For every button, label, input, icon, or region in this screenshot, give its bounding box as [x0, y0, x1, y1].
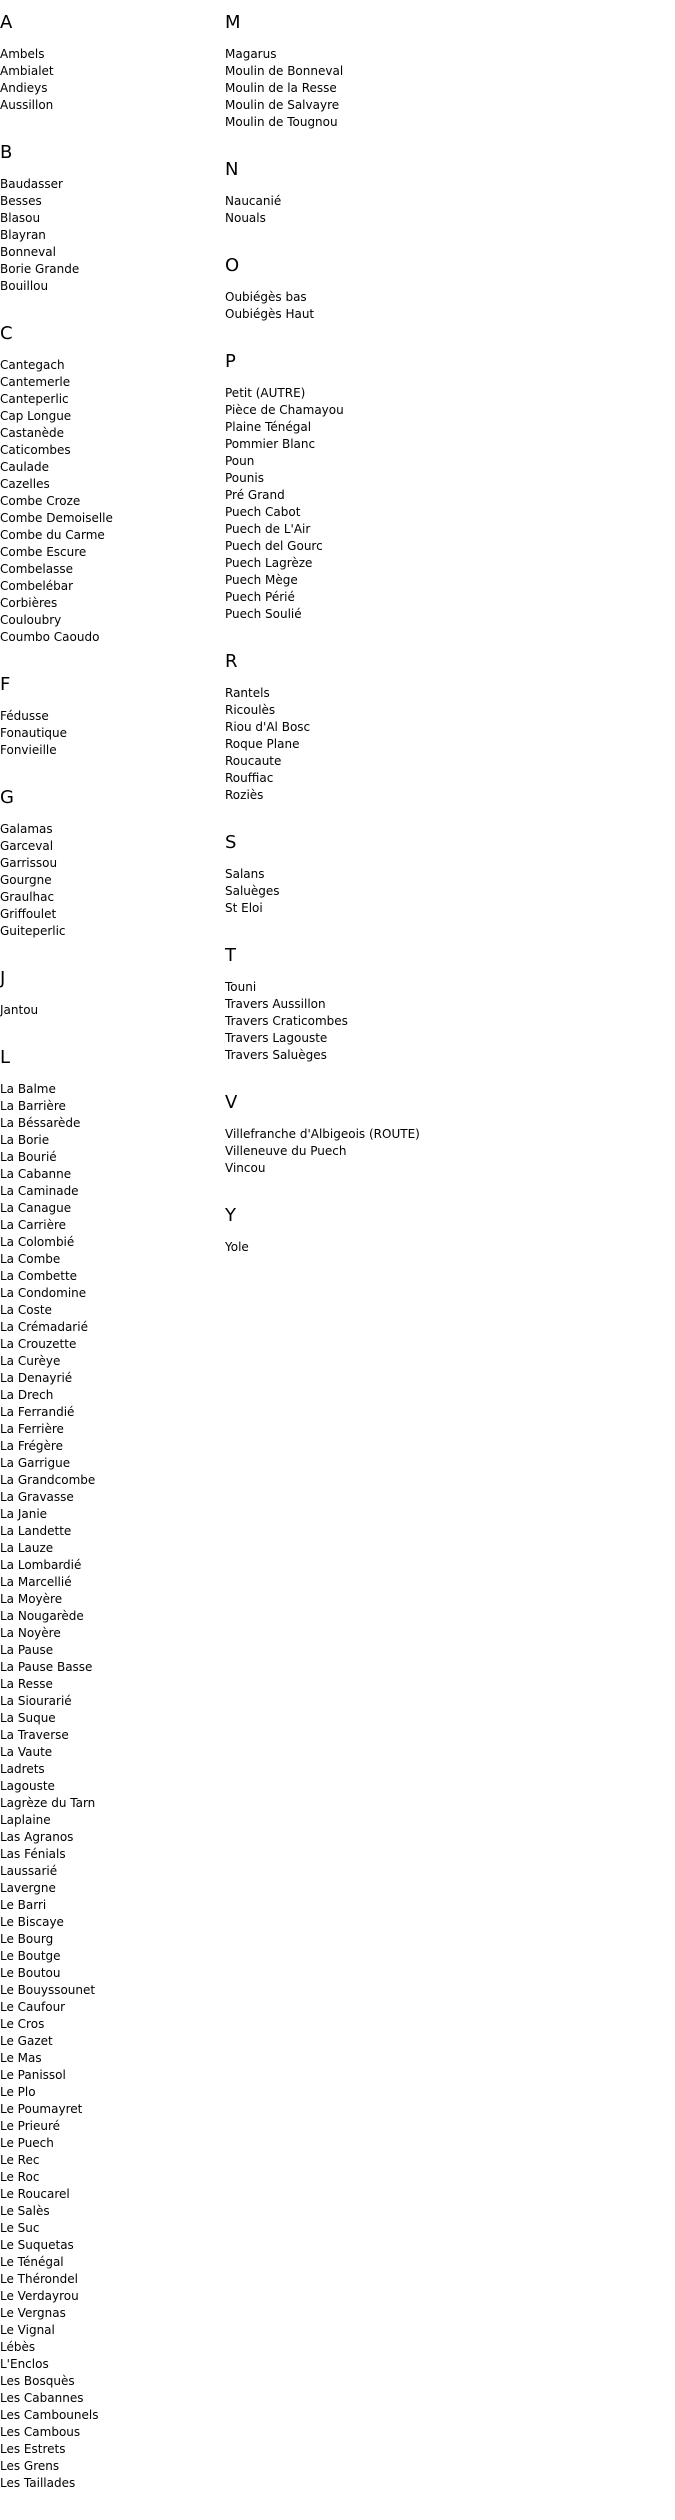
place-link-pommier-blanc[interactable]: Pommier Blanc — [225, 437, 316, 451]
place-link-le-panissol[interactable]: Le Panissol — [0, 2068, 66, 2082]
place-link-la-fregere[interactable]: La Frégère — [0, 1439, 63, 1453]
place-link-travers-craticombes[interactable]: Travers Craticombes — [225, 1014, 348, 1028]
place-link-vincou[interactable]: Vincou — [225, 1161, 266, 1175]
place-link-corbieres[interactable]: Corbières — [0, 596, 58, 610]
place-list — [225, 193, 665, 227]
place-link-andieys[interactable]: Andieys — [0, 81, 48, 95]
place-link-magarus[interactable]: Magarus — [225, 47, 277, 61]
place-link-borie-grande[interactable]: Borie Grande — [0, 262, 80, 276]
place-link-la-barriere[interactable]: La Barrière — [0, 1099, 66, 1113]
place-link-poun[interactable]: Poun — [225, 454, 255, 468]
place-link-le-plo[interactable]: Le Plo — [0, 2085, 36, 2099]
place-link-pounis[interactable]: Pounis — [225, 471, 264, 485]
place-link-la-marcellie[interactable]: La Marcellié — [0, 1575, 72, 1589]
place-link-la-lauze[interactable]: La Lauze — [0, 1541, 54, 1555]
place-link-le-gazet[interactable]: Le Gazet — [0, 2034, 53, 2048]
place-link-la-combe[interactable]: La Combe — [0, 1252, 61, 1266]
place-link-puech-perie[interactable]: Puech Périé — [225, 590, 295, 604]
place-list — [0, 1002, 220, 1019]
place-link-besses[interactable]: Besses — [0, 194, 42, 208]
place-link-castanede[interactable]: Castanède — [0, 426, 65, 440]
place-link-graulhac[interactable]: Graulhac — [0, 890, 55, 904]
place-link-le-therondel[interactable]: Le Thérondel — [0, 2272, 78, 2286]
place-link-le-bourg[interactable]: Le Bourg — [0, 1932, 54, 1946]
place-link-la-moyere[interactable]: La Moyère — [0, 1592, 63, 1606]
place-link-la-colombie[interactable]: La Colombié — [0, 1235, 75, 1249]
place-link-le-sales[interactable]: Le Salès — [0, 2204, 50, 2218]
place-link-le-biscaye[interactable]: Le Biscaye — [0, 1915, 64, 1929]
place-link-la-ferrandie[interactable]: La Ferrandié — [0, 1405, 75, 1419]
place-link-ambels[interactable]: Ambels — [0, 47, 45, 61]
letter-heading: P — [225, 351, 236, 372]
place-list — [225, 289, 665, 323]
place-link-ambialet[interactable]: Ambialet — [0, 64, 54, 78]
place-link-oubieges-haut[interactable]: Oubiégès Haut — [225, 307, 315, 321]
place-link-le-tenegal[interactable]: Le Ténégal — [0, 2255, 64, 2269]
place-link-garceval[interactable]: Garceval — [0, 839, 54, 853]
letter-heading: J — [0, 968, 6, 989]
place-link-le-boutou[interactable]: Le Boutou — [0, 1966, 61, 1980]
place-link-l-enclos[interactable]: L'Enclos — [0, 2357, 49, 2371]
place-link-le-barri[interactable]: Le Barri — [0, 1898, 47, 1912]
place-link-lagouste[interactable]: Lagouste — [0, 1779, 55, 1793]
place-link-le-bouyssounet[interactable]: Le Bouyssounet — [0, 1983, 96, 1997]
place-link-rozies[interactable]: Roziès — [225, 788, 264, 802]
letter-heading: G — [0, 787, 14, 808]
place-link-gourgne[interactable]: Gourgne — [0, 873, 52, 887]
place-list — [225, 866, 665, 917]
place-link-la-condomine[interactable]: La Condomine — [0, 1286, 87, 1300]
place-link-la-vaute[interactable]: La Vaute — [0, 1745, 53, 1759]
place-link-la-cremadarie[interactable]: La Crémadarié — [0, 1320, 88, 1334]
place-link-la-gravasse[interactable]: La Gravasse — [0, 1490, 74, 1504]
place-link-lebes[interactable]: Lébès — [0, 2340, 36, 2354]
place-link-le-verdayrou[interactable]: Le Verdayrou — [0, 2289, 79, 2303]
place-link-la-garrigue[interactable]: La Garrigue — [0, 1456, 71, 1470]
letter-heading: T — [225, 945, 236, 966]
place-link-le-caufour[interactable]: Le Caufour — [0, 2000, 66, 2014]
place-link-laussarie[interactable]: Laussarié — [0, 1864, 58, 1878]
place-link-le-cros[interactable]: Le Cros — [0, 2017, 45, 2031]
place-link-guiteperlic[interactable]: Guiteperlic — [0, 924, 66, 938]
place-link-la-landette[interactable]: La Landette — [0, 1524, 72, 1538]
place-list — [225, 685, 665, 804]
place-list — [0, 176, 220, 295]
place-link-oubieges-bas[interactable]: Oubiégès bas — [225, 290, 307, 304]
place-link-le-poumayret[interactable]: Le Poumayret — [0, 2102, 83, 2116]
letter-section-m — [225, 12, 665, 131]
place-link-la-denayrie[interactable]: La Denayrié — [0, 1371, 73, 1385]
place-link-la-lombardie[interactable]: La Lombardié — [0, 1558, 82, 1572]
place-link-bouillou[interactable]: Bouillou — [0, 279, 49, 293]
letter-heading: V — [225, 1092, 238, 1113]
place-link-combe-demoiselle[interactable]: Combe Demoiselle — [0, 511, 113, 525]
place-link-les-grens[interactable]: Les Grens — [0, 2459, 60, 2473]
place-link-la-traverse[interactable]: La Traverse — [0, 1728, 69, 1742]
place-link-la-drech[interactable]: La Drech — [0, 1388, 54, 1402]
place-link-fedusse[interactable]: Fédusse — [0, 709, 49, 723]
place-link-combe-escure[interactable]: Combe Escure — [0, 545, 87, 559]
place-link-les-cabannes[interactable]: Les Cabannes — [0, 2391, 84, 2405]
place-link-puech-lagreze[interactable]: Puech Lagrèze — [225, 556, 313, 570]
place-link-lagreze-du-tarn[interactable]: Lagrèze du Tarn — [0, 1796, 96, 1810]
letter-section-t — [225, 945, 665, 1064]
letter-heading: F — [0, 674, 11, 695]
place-list — [225, 46, 665, 131]
place-link-pre-grand[interactable]: Pré Grand — [225, 488, 285, 502]
place-list — [0, 357, 220, 646]
letter-heading: S — [225, 832, 237, 853]
place-link-la-bourie[interactable]: La Bourié — [0, 1150, 57, 1164]
place-link-la-pause-basse[interactable]: La Pause Basse — [0, 1660, 93, 1674]
place-link-le-roucarel[interactable]: Le Roucarel — [0, 2187, 70, 2201]
place-link-puech-soulie[interactable]: Puech Soulié — [225, 607, 302, 621]
place-link-la-canague[interactable]: La Canague — [0, 1201, 72, 1215]
place-list — [225, 1239, 665, 1256]
place-link-combelebar[interactable]: Combelébar — [0, 579, 74, 593]
place-link-la-ferriere[interactable]: La Ferrière — [0, 1422, 64, 1436]
place-link-fonautique[interactable]: Fonautique — [0, 726, 68, 740]
letter-heading: L — [0, 1047, 11, 1068]
place-link-combe-du-carme[interactable]: Combe du Carme — [0, 528, 105, 542]
place-link-les-bosques[interactable]: Les Bosquès — [0, 2374, 75, 2388]
place-link-cazelles[interactable]: Cazelles — [0, 477, 50, 491]
letter-section-r — [225, 651, 665, 804]
place-link-les-taillades[interactable]: Les Taillades — [0, 2476, 76, 2490]
place-link-moulin-de-la-resse[interactable]: Moulin de la Resse — [225, 81, 337, 95]
place-link-salans[interactable]: Salans — [225, 867, 265, 881]
letter-heading: N — [225, 159, 239, 180]
place-link-caticombes[interactable]: Caticombes — [0, 443, 71, 457]
letter-heading: M — [225, 12, 241, 33]
place-link-le-puech[interactable]: Le Puech — [0, 2136, 54, 2150]
place-link-riou-d-al-bosc[interactable]: Riou d'Al Bosc — [225, 720, 311, 734]
place-link-cantegach[interactable]: Cantegach — [0, 358, 65, 372]
place-link-yole[interactable]: Yole — [225, 1240, 249, 1254]
letter-heading: R — [225, 651, 238, 672]
place-link-le-prieure[interactable]: Le Prieuré — [0, 2119, 61, 2133]
place-link-puech-del-gourc[interactable]: Puech del Gourc — [225, 539, 323, 553]
place-link-moulin-de-salvayre[interactable]: Moulin de Salvayre — [225, 98, 340, 112]
place-link-moulin-de-bonneval[interactable]: Moulin de Bonneval — [225, 64, 344, 78]
place-link-la-resse[interactable]: La Resse — [0, 1677, 53, 1691]
place-link-les-estrets[interactable]: Les Estrets — [0, 2442, 66, 2456]
letter-section-f — [0, 674, 220, 759]
place-link-salueges[interactable]: Saluèges — [225, 884, 280, 898]
place-link-las-agranos[interactable]: Las Agranos — [0, 1830, 74, 1844]
place-link-la-carriere[interactable]: La Carrière — [0, 1218, 67, 1232]
place-link-baudasser[interactable]: Baudasser — [0, 177, 63, 191]
place-link-la-janie[interactable]: La Janie — [0, 1507, 48, 1521]
letter-section-c — [0, 323, 220, 646]
place-link-naucanie[interactable]: Naucanié — [225, 194, 282, 208]
place-link-la-siourarie[interactable]: La Siourarié — [0, 1694, 72, 1708]
place-link-st-eloi[interactable]: St Eloi — [225, 901, 263, 915]
place-link-la-balme[interactable]: La Balme — [0, 1082, 56, 1096]
place-link-les-cambous[interactable]: Les Cambous — [0, 2425, 81, 2439]
place-link-la-crouzette[interactable]: La Crouzette — [0, 1337, 77, 1351]
place-link-villefranche-d-albigeois-route[interactable]: Villefranche d'Albigeois (ROUTE) — [225, 1127, 420, 1141]
place-link-las-fenials[interactable]: Las Fénials — [0, 1847, 66, 1861]
place-link-petit-autre[interactable]: Petit (AUTRE) — [225, 386, 306, 400]
place-link-travers-lagouste[interactable]: Travers Lagouste — [225, 1031, 328, 1045]
place-link-garrissou[interactable]: Garrissou — [0, 856, 58, 870]
place-link-la-suque[interactable]: La Suque — [0, 1711, 56, 1725]
place-link-la-pause[interactable]: La Pause — [0, 1643, 54, 1657]
place-link-le-mas[interactable]: Le Mas — [0, 2051, 42, 2065]
place-link-puech-mege[interactable]: Puech Mège — [225, 573, 298, 587]
letter-heading: B — [0, 142, 13, 163]
place-link-le-rec[interactable]: Le Rec — [0, 2153, 40, 2167]
place-link-la-combette[interactable]: La Combette — [0, 1269, 78, 1283]
letter-section-n — [225, 159, 665, 227]
place-link-la-caminade[interactable]: La Caminade — [0, 1184, 79, 1198]
place-link-les-cambounels[interactable]: Les Cambounels — [0, 2408, 99, 2422]
place-link-la-bessarede[interactable]: La Béssarède — [0, 1116, 81, 1130]
letter-heading: C — [0, 323, 13, 344]
letter-heading: A — [0, 12, 13, 33]
letter-heading: Y — [225, 1205, 236, 1226]
place-link-galamas[interactable]: Galamas — [0, 822, 53, 836]
place-list — [225, 1126, 665, 1177]
place-link-le-suquetas[interactable]: Le Suquetas — [0, 2238, 74, 2252]
letter-section-s — [225, 832, 665, 917]
place-link-jantou[interactable]: Jantou — [0, 1003, 39, 1017]
place-link-touni[interactable]: Touni — [225, 980, 257, 994]
left-column — [0, 0, 220, 2520]
letter-section-v — [225, 1092, 665, 1177]
place-link-la-cureye[interactable]: La Curèye — [0, 1354, 61, 1368]
right-column — [225, 0, 665, 1284]
place-link-lavergne[interactable]: Lavergne — [0, 1881, 56, 1895]
place-list — [0, 821, 220, 940]
place-link-le-roc[interactable]: Le Roc — [0, 2170, 40, 2184]
place-link-rantels[interactable]: Rantels — [225, 686, 270, 700]
letter-section-g — [0, 787, 220, 940]
place-link-ladrets[interactable]: Ladrets — [0, 1762, 45, 1776]
place-link-nouals[interactable]: Nouals — [225, 211, 266, 225]
place-link-piece-de-chamayou[interactable]: Pièce de Chamayou — [225, 403, 344, 417]
place-link-cantemerle[interactable]: Cantemerle — [0, 375, 71, 389]
place-list — [225, 385, 665, 623]
place-link-le-vignal[interactable]: Le Vignal — [0, 2323, 55, 2337]
place-link-roucaute[interactable]: Roucaute — [225, 754, 282, 768]
place-link-blayran[interactable]: Blayran — [0, 228, 46, 242]
place-link-la-noyere[interactable]: La Noyère — [0, 1626, 61, 1640]
place-link-puech-de-l-air[interactable]: Puech de L'Air — [225, 522, 311, 536]
place-link-combe-croze[interactable]: Combe Croze — [0, 494, 81, 508]
letter-section-y — [225, 1205, 665, 1256]
letter-section-o — [225, 255, 665, 323]
place-link-bonneval[interactable]: Bonneval — [0, 245, 56, 259]
place-link-travers-aussillon[interactable]: Travers Aussillon — [225, 997, 326, 1011]
letter-heading: O — [225, 255, 240, 276]
place-link-le-boutge[interactable]: Le Boutge — [0, 1949, 61, 1963]
place-link-la-coste[interactable]: La Coste — [0, 1303, 52, 1317]
place-link-ricoules[interactable]: Ricoulès — [225, 703, 276, 717]
place-link-plaine-tenegal[interactable]: Plaine Ténégal — [225, 420, 312, 434]
letter-section-l — [0, 1047, 220, 2492]
place-link-le-suc[interactable]: Le Suc — [0, 2221, 40, 2235]
place-list — [0, 708, 220, 759]
letter-section-a — [0, 12, 220, 114]
letter-section-p — [225, 351, 665, 623]
place-link-la-nougarede[interactable]: La Nougarède — [0, 1609, 84, 1623]
place-link-la-grandcombe[interactable]: La Grandcombe — [0, 1473, 96, 1487]
place-list — [225, 979, 665, 1064]
place-link-fonvieille[interactable]: Fonvieille — [0, 743, 57, 757]
place-link-coumbo-caoudo[interactable]: Coumbo Caoudo — [0, 630, 100, 644]
place-link-combelasse[interactable]: Combelasse — [0, 562, 73, 576]
letter-section-j — [0, 968, 220, 1019]
place-link-moulin-de-tougnou[interactable]: Moulin de Tougnou — [225, 115, 338, 129]
place-link-caulade[interactable]: Caulade — [0, 460, 50, 474]
place-link-travers-salueges[interactable]: Travers Saluèges — [225, 1048, 327, 1062]
place-link-roque-plane[interactable]: Roque Plane — [225, 737, 300, 751]
place-link-couloubry[interactable]: Couloubry — [0, 613, 62, 627]
place-link-canteperlic[interactable]: Canteperlic — [0, 392, 69, 406]
place-link-rouffiac[interactable]: Rouffiac — [225, 771, 274, 785]
place-link-la-borie[interactable]: La Borie — [0, 1133, 50, 1147]
place-link-cap-longue[interactable]: Cap Longue — [0, 409, 72, 423]
place-list — [0, 46, 220, 114]
place-link-villeneuve-du-puech[interactable]: Villeneuve du Puech — [225, 1144, 347, 1158]
place-link-griffoulet[interactable]: Griffoulet — [0, 907, 57, 921]
place-link-puech-cabot[interactable]: Puech Cabot — [225, 505, 301, 519]
place-link-aussillon[interactable]: Aussillon — [0, 98, 54, 112]
place-link-laplaine[interactable]: Laplaine — [0, 1813, 51, 1827]
place-link-le-vergnas[interactable]: Le Vergnas — [0, 2306, 66, 2320]
place-link-blasou[interactable]: Blasou — [0, 211, 41, 225]
place-list — [0, 1081, 220, 2492]
place-link-la-cabanne[interactable]: La Cabanne — [0, 1167, 72, 1181]
letter-section-b — [0, 142, 220, 295]
